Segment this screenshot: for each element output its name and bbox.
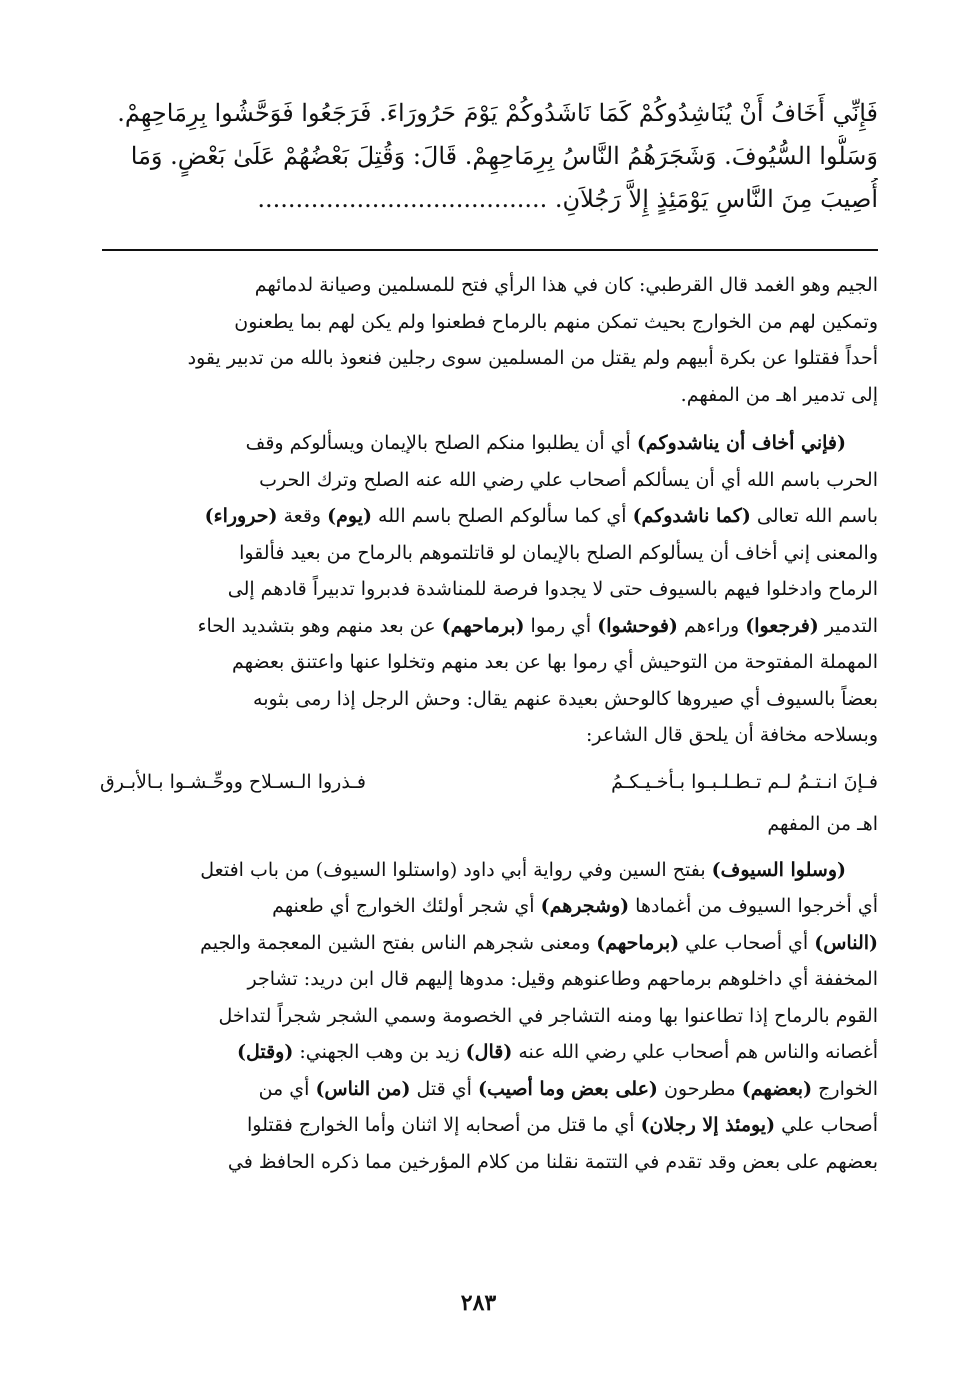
comment-line	[100, 425, 878, 462]
quoted-phrase: (فوحشوا)	[597, 614, 678, 637]
hadith-line-2: وَسَلُّوا السُّيُوفَ. وَشَجَرَهُمُ النَّاسُ بِرِمَاحِهِمْ. قَالَ: وَقُتِلَ بَعْضُهُمْ عَلَىٰ بَعْضٍ. وَمَا	[130, 142, 878, 170]
quoted-phrase: (وقتل)	[236, 1041, 294, 1063]
quoted-phrase: (فإني أخاف أن يناشدوكم)	[636, 432, 846, 454]
hadith-text	[100, 92, 878, 221]
comment-line: والمعنى إني أخاف أن يسألوكم الصلح بالإيمان لو قاتلتموهم بالرماح من بعيد فألقوا	[239, 541, 878, 564]
footnote-divider	[102, 249, 878, 251]
comment-text: أي أخرجوا السيوف من أغمادها	[629, 895, 878, 917]
quoted-phrase: (يوم)	[327, 505, 373, 527]
quoted-phrase: (على بعض وما أصيب)	[477, 1077, 658, 1100]
comment-line: الحرب باسم الله أي أن يسألكم أصحاب علي رضي الله عنه الصلح وترك الحرب	[259, 468, 878, 491]
comment-text: أي رموا	[524, 614, 598, 637]
comment-text: الخوارج	[812, 1077, 878, 1100]
comment-text: وقعة	[277, 505, 328, 527]
comment-text: وراءهم	[677, 614, 746, 637]
comment-line	[100, 1034, 878, 1071]
comment-line: بعضهم على بعض وقد تقدم في التتمة نقلنا من كلام المؤرخين مما ذكره الحافظ في	[227, 1150, 878, 1173]
comment-line: الرماح وادخلوا فيهم بالسيوف حتى لا يجدوا فرصة للمناشدة فدبروا تدبيراً قادهم إلى	[227, 578, 878, 600]
comment-line	[100, 1071, 878, 1108]
comment-line: المهملة المفتوحة من التوحيش أي رموا بها عن بعد منهم وتخلوا عنها واعتنق بعضهم	[231, 651, 878, 673]
comment-line	[100, 1107, 878, 1144]
quoted-phrase: (الناس)	[814, 931, 878, 954]
comment-line: وتمكين لهم من الخوارج بحيث تمكن منهم بالرماح فطعنوا ولم يكن لهم بما يطعنون	[234, 310, 878, 333]
verse-second-hemistich: فـذروا الـسـلاح ووحِّـشـوا بـالأبـرق	[100, 770, 366, 793]
comment-text: أصحاب علي	[775, 1114, 878, 1136]
poetry-verse	[100, 764, 878, 800]
commentary	[100, 267, 878, 1180]
quoted-phrase: (فرجعوا)	[745, 614, 819, 637]
comment-text: أي من	[258, 1077, 316, 1100]
paragraph-gap	[100, 413, 878, 425]
quoted-phrase: (حروراء)	[204, 505, 278, 527]
comment-text: بفتح السين وفي رواية أبي داود (واستلوا السيوف) من باب افتعل	[200, 858, 712, 881]
comment-line: إلى تدمير اهـ من المفهم.	[680, 383, 878, 406]
quoted-phrase: (برماحهم)	[441, 614, 525, 637]
comment-line: وبسلاحه مخافة أن يلحق قال الشاعر:	[585, 724, 878, 746]
comment-line	[100, 498, 878, 535]
hadith-line-3: أُصِيبَ مِنَ النَّاسِ يَوْمَئِذٍ إِلاَّ رَجُلاَنِ. ......................................	[257, 185, 878, 213]
comment-text: أي أصحاب علي	[679, 931, 815, 954]
page-body	[100, 92, 878, 1180]
quoted-phrase: (وسلوا السيوف)	[711, 858, 846, 881]
comment-line: بعضاً بالسيوف أي صيروها كالوحش بعيدة عنهم يقال: وحش الرجل إذا رمى بثوبه	[253, 687, 878, 710]
quoted-phrase: (كما ناشدوكم)	[632, 505, 751, 527]
comment-text: زيد بن وهب الجهني:	[293, 1041, 466, 1063]
comment-text: التدمير	[818, 614, 878, 637]
comment-line	[100, 888, 878, 925]
hadith-line-1: فَإِنِّي أَخَافُ أَنْ يُنَاشِدُوكُمْ كَمَا نَاشَدُوكُمْ يَوْمَ حَرُورَاءَ. فَرَجَعُوا فَوَحَّشُوا بِرِمَاحِهِمْ.	[117, 99, 878, 127]
quoted-phrase: (بعضهم)	[741, 1077, 813, 1100]
comment-text: أغصانه والناس هم أصحاب علي رضي الله عنه	[512, 1041, 878, 1063]
comment-text: ومعنى شجرهم الناس بفتح الشين المعجمة والجيم	[200, 931, 597, 954]
comment-text: أي أن يطلبوا منكم الصلح بالإيمان ويسألوكم وقف	[245, 432, 637, 454]
quoted-phrase: (وشجرهم)	[540, 895, 630, 917]
comment-line	[100, 608, 878, 645]
comment-line: القوم بالرماح إذا تطاعنوا بها ومنه التشاجر في الخصومة وسمي الشجر شجراً لتداخل	[218, 1004, 878, 1027]
comment-text: مطرحون	[657, 1077, 742, 1100]
comment-line: الجيم وهو الغمد قال القرطبي: كان في هذا الرأي فتح للمسلمين وصيانة لدمائهم	[254, 274, 878, 296]
comment-text: عن بعد منهم وهو بتشديد الحاء	[197, 614, 442, 637]
comment-text: أي ما قتل من أصحابه إلا اثنان وأما الخوارج فقتلوا	[247, 1114, 641, 1136]
comment-line: أحداً فقتلوا عن بكرة أبيهم ولم يقتل من المسلمين سوى رجلين فنعوذ بالله من تدبير يقود	[187, 347, 878, 369]
page-number: ٢٨٣	[460, 1290, 497, 1316]
comment-line: المخففة أي داخلوهم برماحهم وطاعنوهم وقيل: مدوها إليهم قال ابن دريد: تشاجر	[247, 968, 878, 990]
quoted-phrase: (من الناس)	[315, 1077, 411, 1100]
comment-line	[100, 852, 878, 889]
comment-text: أي قتل	[410, 1077, 478, 1100]
verse-source: اهـ من المفهم	[767, 812, 878, 835]
quoted-phrase: (برماحهم)	[596, 931, 680, 954]
comment-text: أي شجر أولئك الخوارج أي طعنهم	[272, 895, 541, 917]
comment-line	[100, 925, 878, 962]
verse-first-hemistich: فـإنَ انـتـمُ لـم تـطـلـبـوا بـأخـيـكـمُ	[611, 770, 878, 793]
quoted-phrase: (قال)	[465, 1041, 513, 1063]
comment-text: أي كما سألوكم الصلح باسم الله	[372, 505, 633, 527]
quoted-phrase: (يومئذ إلا رجلان)	[640, 1114, 776, 1136]
comment-text: باسم الله تعالى	[750, 505, 878, 527]
